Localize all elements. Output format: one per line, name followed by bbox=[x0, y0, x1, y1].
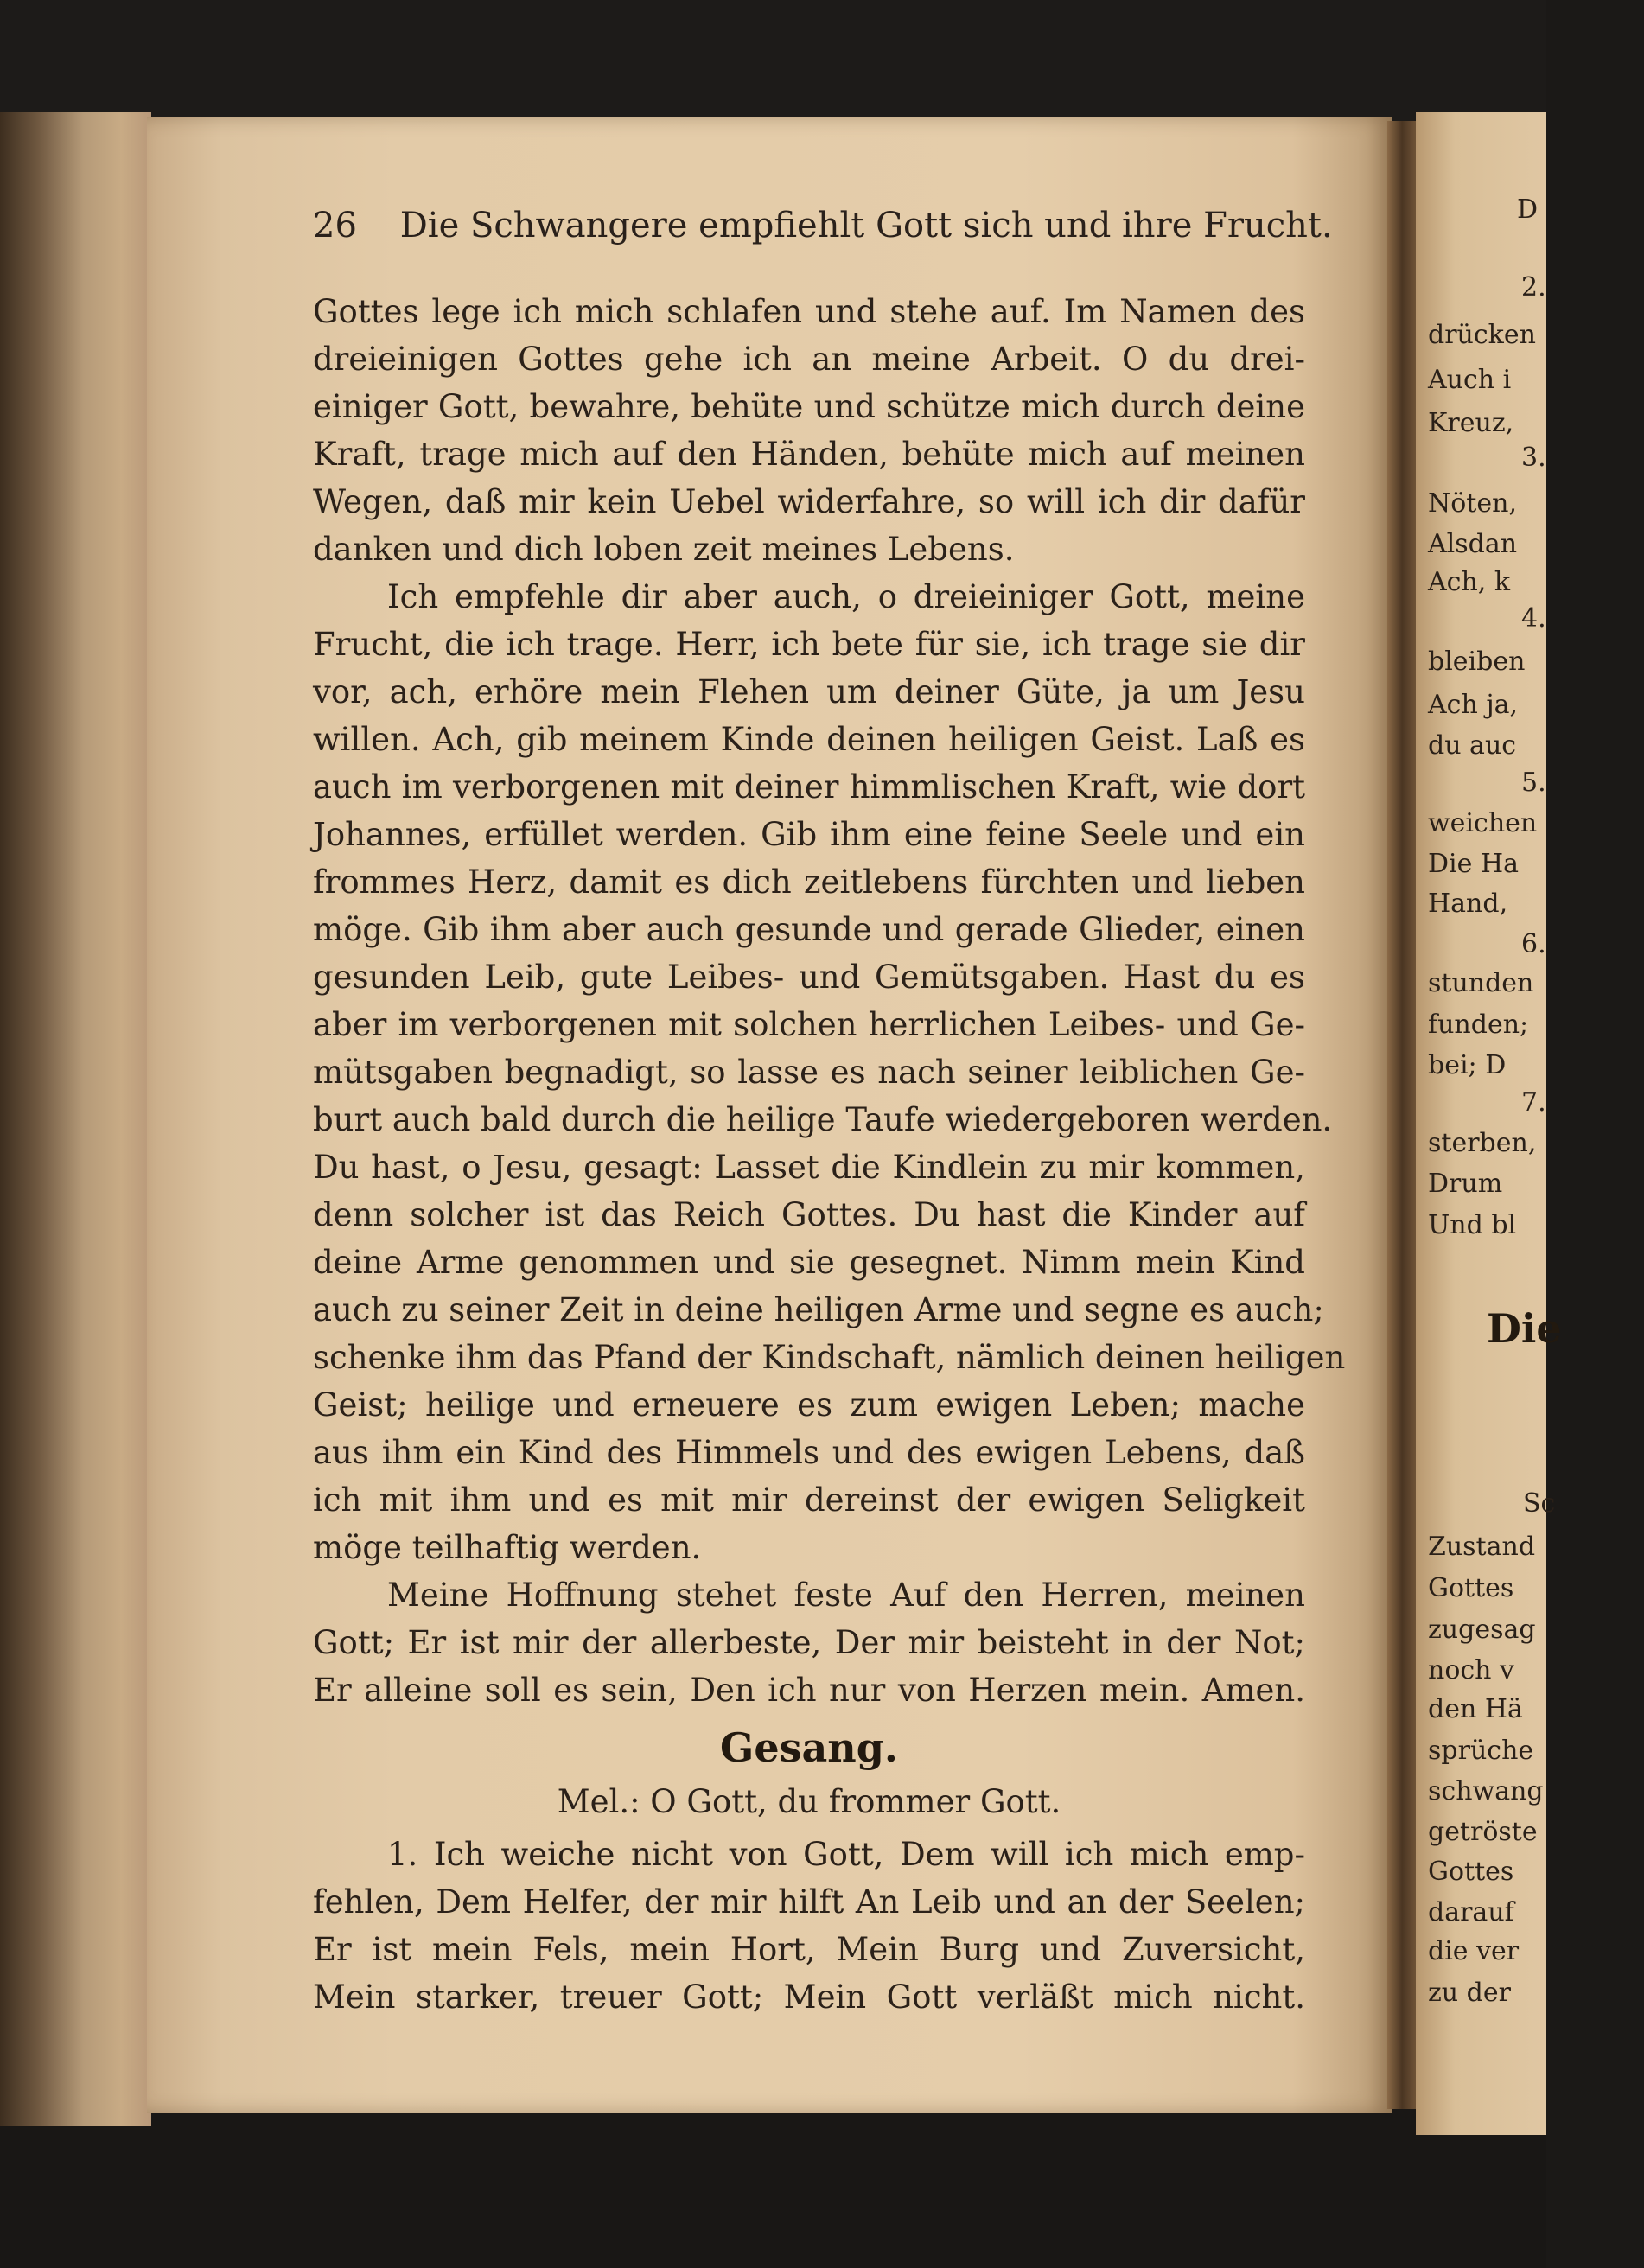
right-page-fragment: schwang bbox=[1428, 1776, 1544, 1806]
right-page-fragment: noch v bbox=[1428, 1655, 1514, 1685]
running-head-title: Die Schwangere empfiehlt Gott sich und ihre Frucht. bbox=[399, 206, 1333, 245]
right-page-fragment: zu der bbox=[1428, 1978, 1511, 2008]
text-line: deine Arme genommen und sie gesegnet. Nimm mein Kind bbox=[313, 1244, 1305, 1281]
text-line: Meine Hoffnung stehet feste Auf den Herren, meinen bbox=[387, 1577, 1305, 1614]
right-page-fragment: Und bl bbox=[1428, 1210, 1517, 1240]
running-header bbox=[313, 206, 1333, 254]
book-page-edges bbox=[0, 112, 151, 2126]
right-page-fragment: sterben, bbox=[1428, 1128, 1537, 1158]
verse-line: fehlen, Dem Helfer, der mir hilft An Leib und an der Seelen; bbox=[313, 1883, 1305, 1921]
right-page-fragment: 7. bbox=[1521, 1087, 1546, 1118]
text-line: Ich empfehle dir aber auch, o dreieiniger Gott, meine bbox=[387, 578, 1305, 615]
right-page-fragment: du auc bbox=[1428, 730, 1517, 761]
verse-line: 1. Ich weiche nicht von Gott, Dem will ich mich emp- bbox=[387, 1836, 1305, 1873]
right-page-fragment: Ach ja, bbox=[1428, 690, 1519, 720]
right-page-fragment: stunden bbox=[1428, 968, 1534, 998]
right-page-fragment: 2. bbox=[1521, 272, 1546, 303]
text-line: willen. Ach, gib meinem Kinde deinen heiligen Geist. Laß es bbox=[313, 721, 1305, 758]
right-page-fragment: 5. bbox=[1521, 768, 1546, 798]
right-page-fragment: Kreuz, bbox=[1428, 408, 1514, 438]
text-line: vor, ach, erhöre mein Flehen um deiner Güte, ja um Jesu bbox=[313, 673, 1305, 710]
right-page-fragment: weichen bbox=[1428, 808, 1538, 838]
text-line: mütsgaben begnadigt, so lasse es nach seiner leiblichen Ge- bbox=[313, 1054, 1305, 1091]
right-page-fragment: Hand, bbox=[1428, 889, 1508, 919]
text-line: einiger Gott, bewahre, behüte und schütze mich durch deine bbox=[313, 388, 1305, 425]
right-page-fragment: 6. bbox=[1521, 929, 1546, 959]
background-top bbox=[0, 0, 1546, 130]
right-page-fragment: Gottes bbox=[1428, 1857, 1514, 1887]
page-number: 26 bbox=[313, 206, 357, 245]
text-line: aus ihm ein Kind des Himmels und des ewigen Lebens, daß bbox=[313, 1434, 1305, 1471]
right-page-fragment: drücken bbox=[1428, 320, 1536, 350]
text-line: Johannes, erfüllet werden. Gib ihm eine feine Seele und ein bbox=[313, 816, 1305, 853]
right-page-fragment: Die Ha bbox=[1428, 849, 1519, 879]
right-page-fragment: Nöten, bbox=[1428, 488, 1517, 519]
right-page-fragment: D bbox=[1517, 194, 1539, 225]
right-page-fragment: zugesag bbox=[1428, 1615, 1536, 1645]
text-line: gesunden Leib, gute Leibes- und Gemütsgaben. Hast du es bbox=[313, 959, 1305, 996]
right-page-fragment: Zustand bbox=[1428, 1532, 1536, 1562]
right-page-fragment: Ach, k bbox=[1428, 567, 1511, 597]
right-page-fragment: Drum bbox=[1428, 1169, 1503, 1199]
right-page-heading: Die bbox=[1487, 1305, 1562, 1352]
text-line: burt auch bald durch die heilige Taufe wiedergeboren werden. bbox=[313, 1101, 1333, 1138]
text-line: Wegen, daß mir kein Uebel widerfahre, so will ich dir dafür bbox=[313, 483, 1305, 520]
text-line: dreieinigen Gottes gehe ich an meine Arbeit. O du drei- bbox=[313, 341, 1305, 378]
right-page-fragment: Gottes bbox=[1428, 1573, 1514, 1603]
background-bottom bbox=[0, 2109, 1546, 2268]
right-page-fragment: darauf bbox=[1428, 1897, 1514, 1927]
text-line: aber im verborgenen mit solchen herrlichen Leibes- und Ge- bbox=[313, 1006, 1305, 1043]
verse-line: Er ist mein Fels, mein Hort, Mein Burg und Zuversicht, bbox=[313, 1931, 1305, 1968]
text-line: danken und dich loben zeit meines Lebens. bbox=[313, 531, 1015, 568]
right-page-fragment: 3. bbox=[1521, 443, 1546, 473]
text-line: denn solcher ist das Reich Gottes. Du hast die Kinder auf bbox=[313, 1196, 1305, 1233]
right-page-fragment: den Hä bbox=[1428, 1694, 1523, 1724]
text-line: Gottes lege ich mich schlafen und stehe auf. Im Namen des bbox=[313, 293, 1305, 330]
text-line: schenke ihm das Pfand der Kindschaft, nämlich deinen heiligen bbox=[313, 1339, 1346, 1376]
right-page-fragment: sprüche bbox=[1428, 1736, 1534, 1766]
section-heading: Gesang. bbox=[720, 1724, 898, 1771]
text-line: auch zu seiner Zeit in deine heiligen Arme und segne es auch; bbox=[313, 1291, 1324, 1328]
right-page-fragment: bei; D bbox=[1428, 1050, 1507, 1080]
verse-line: Mein starker, treuer Gott; Mein Gott verläßt mich nicht. bbox=[313, 1978, 1305, 2016]
text-line: frommes Herz, damit es dich zeitlebens fürchten und lieben bbox=[313, 863, 1305, 901]
right-page-fragment: funden; bbox=[1428, 1010, 1529, 1040]
right-page-fragment: getröste bbox=[1428, 1817, 1538, 1847]
text-line: auch im verborgenen mit deiner himmlischen Kraft, wie dort bbox=[313, 768, 1305, 806]
text-line: möge. Gib ihm aber auch gesunde und gerade Glieder, einen bbox=[313, 911, 1305, 948]
right-page-fragment: 4. bbox=[1521, 603, 1546, 634]
right-page-fragment: die ver bbox=[1428, 1936, 1520, 1966]
text-line: Frucht, die ich trage. Herr, ich bete für sie, ich trage sie dir bbox=[313, 626, 1305, 663]
text-line: Gott; Er ist mir der allerbeste, Der mir beisteht in der Not; bbox=[313, 1624, 1305, 1661]
text-line: Geist; heilige und erneuere es zum ewigen Leben; mache bbox=[313, 1386, 1305, 1424]
right-page-fragment: bleiben bbox=[1428, 647, 1526, 677]
text-line: ich mit ihm und es mit mir dereinst der ewigen Seligkeit bbox=[313, 1481, 1305, 1519]
right-page-fragment: Sc bbox=[1523, 1488, 1556, 1519]
text-line: Er alleine soll es sein, Den ich nur von Herzen mein. Amen. bbox=[313, 1672, 1305, 1709]
text-line: Kraft, trage mich auf den Händen, behüte mich auf meinen bbox=[313, 436, 1305, 473]
melody-line: Mel.: O Gott, du frommer Gott. bbox=[557, 1783, 1061, 1820]
right-page-fragment: Auch i bbox=[1428, 365, 1512, 395]
right-page-fragment: Alsdan bbox=[1428, 529, 1518, 559]
text-line: möge teilhaftig werden. bbox=[313, 1529, 702, 1566]
text-line: Du hast, o Jesu, gesagt: Lasset die Kindlein zu mir kommen, bbox=[313, 1149, 1305, 1186]
